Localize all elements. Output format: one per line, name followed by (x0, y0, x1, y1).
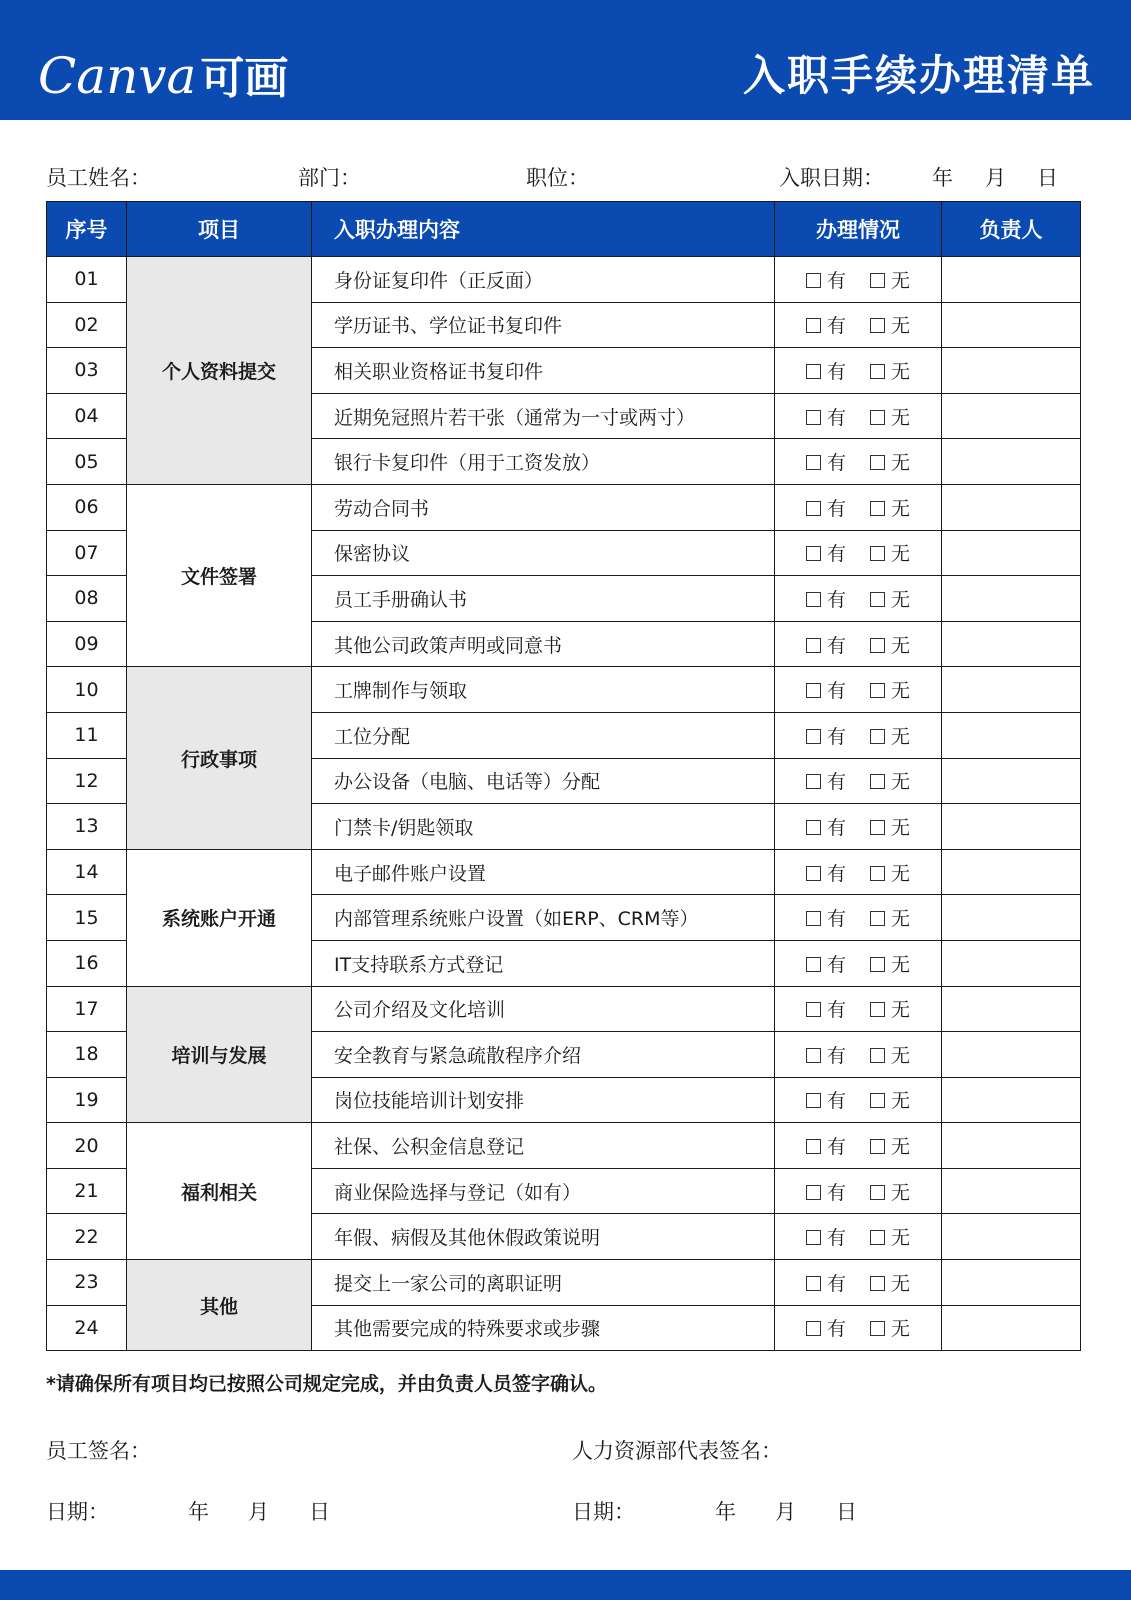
row-number: 19 (47, 1077, 127, 1123)
row-number: 17 (47, 986, 127, 1032)
owner-cell[interactable] (942, 1168, 1081, 1214)
checkbox-label-no: 无 (891, 588, 911, 611)
confirmation-note: *请确保所有项目均已按照公司规定完成，并由负责人员签字确认。 (46, 1373, 607, 1395)
status-option-yes[interactable] (806, 950, 846, 977)
status-option-yes[interactable] (806, 403, 846, 430)
row-number: 09 (47, 621, 127, 667)
row-number: 10 (47, 667, 127, 713)
status-option-yes[interactable] (806, 1223, 846, 1250)
item-content: IT支持联系方式登记 (312, 940, 775, 986)
checkbox-label-no: 无 (891, 543, 911, 566)
checkbox-label-yes: 有 (826, 452, 846, 475)
checkbox-yes[interactable] (806, 774, 821, 789)
checkbox-label-yes: 有 (826, 269, 846, 292)
item-content: 内部管理系统账户设置（如ERP、CRM等） (312, 895, 775, 941)
header-no: 序号 (47, 202, 127, 257)
employee-date-day: 日 (309, 1500, 330, 1524)
table-row (47, 484, 1081, 530)
status-option-no[interactable] (870, 1269, 910, 1296)
status-cell (775, 804, 942, 850)
status-cell (775, 302, 942, 348)
table-body (47, 257, 1081, 1351)
checkbox-no[interactable] (870, 1093, 885, 1108)
row-number: 01 (47, 257, 127, 303)
checkbox-yes[interactable] (806, 455, 821, 470)
checkbox-label-no: 无 (891, 725, 911, 748)
table-header-row (47, 202, 1081, 257)
checkbox-label-no: 无 (891, 908, 911, 931)
checkbox-label-no: 无 (891, 1227, 911, 1250)
checkbox-no[interactable] (870, 501, 885, 516)
item-content: 学历证书、学位证书复印件 (312, 302, 775, 348)
status-option-yes[interactable] (806, 813, 846, 840)
status-option-yes[interactable] (806, 1086, 846, 1113)
checkbox-no[interactable] (870, 1048, 885, 1063)
status-option-no[interactable] (870, 722, 910, 749)
checkbox-label-yes: 有 (826, 588, 846, 611)
item-content: 身份证复印件（正反面） (312, 257, 775, 303)
item-content: 岗位技能培训计划安排 (312, 1077, 775, 1123)
checkbox-no[interactable] (870, 273, 885, 288)
checkbox-label-yes: 有 (826, 315, 846, 338)
category-cell: 个人资料提交 (127, 257, 312, 485)
owner-cell[interactable] (942, 257, 1081, 303)
status-cell (775, 530, 942, 576)
item-content: 劳动合同书 (312, 484, 775, 530)
checkbox-yes[interactable] (806, 911, 821, 926)
checkbox-no[interactable] (870, 546, 885, 561)
checkbox-no[interactable] (870, 683, 885, 698)
checkbox-no[interactable] (870, 911, 885, 926)
checkbox-label-no: 无 (891, 1181, 911, 1204)
checkbox-label-no: 无 (891, 497, 911, 520)
start-date-day: 日 (1037, 166, 1058, 190)
category-cell: 行政事项 (127, 667, 312, 849)
status-option-yes[interactable] (806, 311, 846, 338)
table-row (47, 667, 1081, 713)
owner-cell[interactable] (942, 576, 1081, 622)
checkbox-label-no: 无 (891, 771, 911, 794)
status-cell (775, 895, 942, 941)
checkbox-yes[interactable] (806, 410, 821, 425)
checkbox-no[interactable] (870, 638, 885, 653)
category-cell: 文件签署 (127, 484, 312, 666)
row-number: 20 (47, 1123, 127, 1169)
status-cell (775, 986, 942, 1032)
owner-cell[interactable] (942, 1260, 1081, 1306)
table-row (47, 1260, 1081, 1306)
status-option-no[interactable] (870, 1223, 910, 1250)
checkbox-label-yes: 有 (826, 862, 846, 885)
checkbox-label-no: 无 (891, 816, 911, 839)
employee-signature-label: 员工签名： (46, 1439, 151, 1463)
row-number: 16 (47, 940, 127, 986)
status-option-no[interactable] (870, 1086, 910, 1113)
status-cell (775, 1123, 942, 1169)
checkbox-no[interactable] (870, 729, 885, 744)
status-cell (775, 1168, 942, 1214)
checkbox-label-yes: 有 (826, 1136, 846, 1159)
category-cell: 福利相关 (127, 1123, 312, 1260)
owner-cell[interactable] (942, 758, 1081, 804)
status-option-no[interactable] (870, 995, 910, 1022)
status-option-no[interactable] (870, 950, 910, 977)
owner-cell[interactable] (942, 1214, 1081, 1260)
owner-cell[interactable] (942, 1305, 1081, 1351)
checkbox-label-yes: 有 (826, 908, 846, 931)
status-option-yes[interactable] (806, 767, 846, 794)
hr-date-day: 日 (836, 1500, 857, 1524)
row-number: 02 (47, 302, 127, 348)
checkbox-no[interactable] (870, 455, 885, 470)
header-status: 办理情况 (775, 202, 942, 257)
status-cell (775, 849, 942, 895)
onboarding-checklist-table (46, 201, 1081, 1351)
checkbox-yes[interactable] (806, 273, 821, 288)
checkbox-label-yes: 有 (826, 680, 846, 703)
status-option-no[interactable] (870, 1314, 910, 1341)
start-date-year: 年 (932, 166, 953, 190)
status-cell (775, 1032, 942, 1078)
status-cell (775, 484, 942, 530)
status-option-yes[interactable] (806, 448, 846, 475)
checkbox-label-yes: 有 (826, 543, 846, 566)
status-cell (775, 712, 942, 758)
status-option-no[interactable] (870, 494, 910, 521)
checkbox-yes[interactable] (806, 683, 821, 698)
owner-cell[interactable] (942, 1032, 1081, 1078)
status-option-yes[interactable] (806, 631, 846, 658)
owner-cell[interactable] (942, 302, 1081, 348)
item-content: 办公设备（电脑、电话等）分配 (312, 758, 775, 804)
status-option-no[interactable] (870, 539, 910, 566)
start-date-label: 入职日期： (779, 166, 884, 190)
row-number: 05 (47, 439, 127, 485)
status-option-no[interactable] (870, 1132, 910, 1159)
checkbox-label-yes: 有 (826, 999, 846, 1022)
checkbox-no[interactable] (870, 820, 885, 835)
checkbox-label-no: 无 (891, 634, 911, 657)
category-cell: 系统账户开通 (127, 849, 312, 986)
department-label: 部门： (298, 166, 361, 190)
row-number: 04 (47, 393, 127, 439)
status-option-no[interactable] (870, 266, 910, 293)
status-option-no[interactable] (870, 448, 910, 475)
status-cell (775, 758, 942, 804)
checkbox-label-no: 无 (891, 1272, 911, 1295)
checkbox-label-no: 无 (891, 1090, 911, 1113)
status-cell (775, 439, 942, 485)
employee-info-row (46, 158, 1080, 194)
status-option-no[interactable] (870, 1178, 910, 1205)
status-cell (775, 257, 942, 303)
item-content: 员工手册确认书 (312, 576, 775, 622)
row-number: 15 (47, 895, 127, 941)
item-content: 相关职业资格证书复印件 (312, 348, 775, 394)
row-number: 06 (47, 484, 127, 530)
owner-cell[interactable] (942, 348, 1081, 394)
header-content: 入职办理内容 (312, 202, 775, 257)
item-content: 门禁卡/钥匙领取 (312, 804, 775, 850)
checkbox-label-yes: 有 (826, 953, 846, 976)
status-option-yes[interactable] (806, 1132, 846, 1159)
category-cell: 培训与发展 (127, 986, 312, 1123)
checkbox-label-yes: 有 (826, 406, 846, 429)
item-content: 其他需要完成的特殊要求或步骤 (312, 1305, 775, 1351)
header-bar (0, 0, 1131, 120)
checkbox-yes[interactable] (806, 364, 821, 379)
checkbox-label-no: 无 (891, 269, 911, 292)
checkbox-no[interactable] (870, 410, 885, 425)
checkbox-label-yes: 有 (826, 725, 846, 748)
status-option-yes[interactable] (806, 676, 846, 703)
table-row (47, 849, 1081, 895)
status-option-yes[interactable] (806, 266, 846, 293)
owner-cell[interactable] (942, 1123, 1081, 1169)
owner-cell[interactable] (942, 804, 1081, 850)
item-content: 社保、公积金信息登记 (312, 1123, 775, 1169)
status-option-no[interactable] (870, 767, 910, 794)
checkbox-no[interactable] (870, 1002, 885, 1017)
item-content: 近期免冠照片若干张（通常为一寸或两寸） (312, 393, 775, 439)
status-cell (775, 621, 942, 667)
row-number: 13 (47, 804, 127, 850)
checkbox-yes[interactable] (806, 501, 821, 516)
status-option-no[interactable] (870, 311, 910, 338)
status-option-no[interactable] (870, 859, 910, 886)
status-option-no[interactable] (870, 631, 910, 658)
item-content: 银行卡复印件（用于工资发放） (312, 439, 775, 485)
checkbox-no[interactable] (870, 318, 885, 333)
item-content: 商业保险选择与登记（如有） (312, 1168, 775, 1214)
status-cell (775, 393, 942, 439)
category-cell: 其他 (127, 1260, 312, 1351)
row-number: 18 (47, 1032, 127, 1078)
status-option-yes[interactable] (806, 995, 846, 1022)
status-cell (775, 1214, 942, 1260)
checkbox-no[interactable] (870, 1139, 885, 1154)
status-option-yes[interactable] (806, 1269, 846, 1296)
checkbox-label-no: 无 (891, 999, 911, 1022)
row-number: 12 (47, 758, 127, 804)
checkbox-no[interactable] (870, 957, 885, 972)
footer-bar (0, 1570, 1131, 1600)
logo-text: Canva (38, 47, 197, 105)
checkbox-label-no: 无 (891, 1318, 911, 1341)
checkbox-yes[interactable] (806, 1002, 821, 1017)
checkbox-label-yes: 有 (826, 1181, 846, 1204)
status-option-yes[interactable] (806, 1314, 846, 1341)
status-option-yes[interactable] (806, 539, 846, 566)
status-option-no[interactable] (870, 904, 910, 931)
checkbox-label-no: 无 (891, 360, 911, 383)
checkbox-yes[interactable] (806, 1321, 821, 1336)
checkbox-yes[interactable] (806, 1230, 821, 1245)
checkbox-yes[interactable] (806, 1093, 821, 1108)
status-option-yes[interactable] (806, 1041, 846, 1068)
checkbox-yes[interactable] (806, 638, 821, 653)
owner-cell[interactable] (942, 621, 1081, 667)
logo-text-cn: 可画 (200, 53, 289, 104)
checkbox-label-no: 无 (891, 315, 911, 338)
checkbox-label-yes: 有 (826, 1044, 846, 1067)
item-content: 工牌制作与领取 (312, 667, 775, 713)
item-content: 电子邮件账户设置 (312, 849, 775, 895)
item-content: 提交上一家公司的离职证明 (312, 1260, 775, 1306)
checkbox-label-no: 无 (891, 1044, 911, 1067)
checkbox-yes[interactable] (806, 866, 821, 881)
checkbox-label-no: 无 (891, 953, 911, 976)
row-number: 11 (47, 712, 127, 758)
owner-cell[interactable] (942, 940, 1081, 986)
checkbox-yes[interactable] (806, 957, 821, 972)
status-cell (775, 348, 942, 394)
checkbox-label-yes: 有 (826, 816, 846, 839)
table-row (47, 257, 1081, 303)
checkbox-yes[interactable] (806, 592, 821, 607)
checkbox-no[interactable] (870, 1276, 885, 1291)
owner-cell[interactable] (942, 712, 1081, 758)
checkbox-no[interactable] (870, 1185, 885, 1200)
status-cell (775, 576, 942, 622)
item-content: 公司介绍及文化培训 (312, 986, 775, 1032)
row-number: 22 (47, 1214, 127, 1260)
checkbox-label-yes: 有 (826, 1272, 846, 1295)
row-number: 21 (47, 1168, 127, 1214)
checkbox-yes[interactable] (806, 729, 821, 744)
checkbox-yes[interactable] (806, 1048, 821, 1063)
checkbox-no[interactable] (870, 1230, 885, 1245)
owner-cell[interactable] (942, 849, 1081, 895)
status-option-yes[interactable] (806, 585, 846, 612)
hr-date-month: 月 (775, 1500, 796, 1524)
employee-date-month: 月 (248, 1500, 269, 1524)
item-content: 保密协议 (312, 530, 775, 576)
checkbox-no[interactable] (870, 364, 885, 379)
status-cell (775, 667, 942, 713)
canva-logo (38, 46, 288, 109)
checkbox-no[interactable] (870, 774, 885, 789)
item-content: 安全教育与紧急疏散程序介绍 (312, 1032, 775, 1078)
hr-signature-label: 人力资源部代表签名： (572, 1439, 782, 1463)
checkbox-label-no: 无 (891, 1136, 911, 1159)
status-cell (775, 1305, 942, 1351)
status-cell (775, 1260, 942, 1306)
checkbox-label-yes: 有 (826, 1090, 846, 1113)
status-option-no[interactable] (870, 403, 910, 430)
employee-date-year: 年 (188, 1500, 209, 1524)
owner-cell[interactable] (942, 484, 1081, 530)
document-title: 入职手续办理清单 (742, 51, 1095, 100)
owner-cell[interactable] (942, 530, 1081, 576)
header-owner: 负责人 (942, 202, 1081, 257)
status-option-yes[interactable] (806, 904, 846, 931)
row-number: 24 (47, 1305, 127, 1351)
owner-cell[interactable] (942, 986, 1081, 1032)
owner-cell[interactable] (942, 393, 1081, 439)
checkbox-no[interactable] (870, 1321, 885, 1336)
row-number: 03 (47, 348, 127, 394)
status-option-no[interactable] (870, 813, 910, 840)
checkbox-label-no: 无 (891, 680, 911, 703)
checkbox-label-no: 无 (891, 406, 911, 429)
status-option-yes[interactable] (806, 859, 846, 886)
checkbox-no[interactable] (870, 592, 885, 607)
checkbox-label-yes: 有 (826, 1318, 846, 1341)
hr-date-year: 年 (715, 1500, 736, 1524)
checkbox-yes[interactable] (806, 820, 821, 835)
start-date-month: 月 (985, 166, 1006, 190)
row-number: 08 (47, 576, 127, 622)
checkbox-yes[interactable] (806, 318, 821, 333)
owner-cell[interactable] (942, 439, 1081, 485)
row-number: 23 (47, 1260, 127, 1306)
status-option-no[interactable] (870, 676, 910, 703)
status-option-yes[interactable] (806, 1178, 846, 1205)
item-content: 工位分配 (312, 712, 775, 758)
status-option-yes[interactable] (806, 494, 846, 521)
status-option-no[interactable] (870, 357, 910, 384)
employee-date-label: 日期： (46, 1500, 109, 1524)
status-cell (775, 1077, 942, 1123)
owner-cell[interactable] (942, 895, 1081, 941)
hr-date-label: 日期： (572, 1500, 635, 1524)
status-option-yes[interactable] (806, 722, 846, 749)
owner-cell[interactable] (942, 1077, 1081, 1123)
checkbox-label-yes: 有 (826, 771, 846, 794)
status-option-no[interactable] (870, 1041, 910, 1068)
status-option-yes[interactable] (806, 357, 846, 384)
row-number: 07 (47, 530, 127, 576)
table-row (47, 986, 1081, 1032)
status-option-no[interactable] (870, 585, 910, 612)
checkbox-label-yes: 有 (826, 360, 846, 383)
row-number: 14 (47, 849, 127, 895)
position-label: 职位： (526, 166, 589, 190)
checkbox-no[interactable] (870, 866, 885, 881)
checkbox-label-yes: 有 (826, 634, 846, 657)
item-content: 其他公司政策声明或同意书 (312, 621, 775, 667)
table-row (47, 1123, 1081, 1169)
checkbox-yes[interactable] (806, 1276, 821, 1291)
item-content: 年假、病假及其他休假政策说明 (312, 1214, 775, 1260)
checkbox-yes[interactable] (806, 546, 821, 561)
checkbox-label-no: 无 (891, 452, 911, 475)
checkbox-yes[interactable] (806, 1185, 821, 1200)
owner-cell[interactable] (942, 667, 1081, 713)
header-category: 项目 (127, 202, 312, 257)
checkbox-label-yes: 有 (826, 1227, 846, 1250)
status-cell (775, 940, 942, 986)
employee-name-label: 员工姓名： (46, 166, 151, 190)
checkbox-yes[interactable] (806, 1139, 821, 1154)
checkbox-label-yes: 有 (826, 497, 846, 520)
checkbox-label-no: 无 (891, 862, 911, 885)
